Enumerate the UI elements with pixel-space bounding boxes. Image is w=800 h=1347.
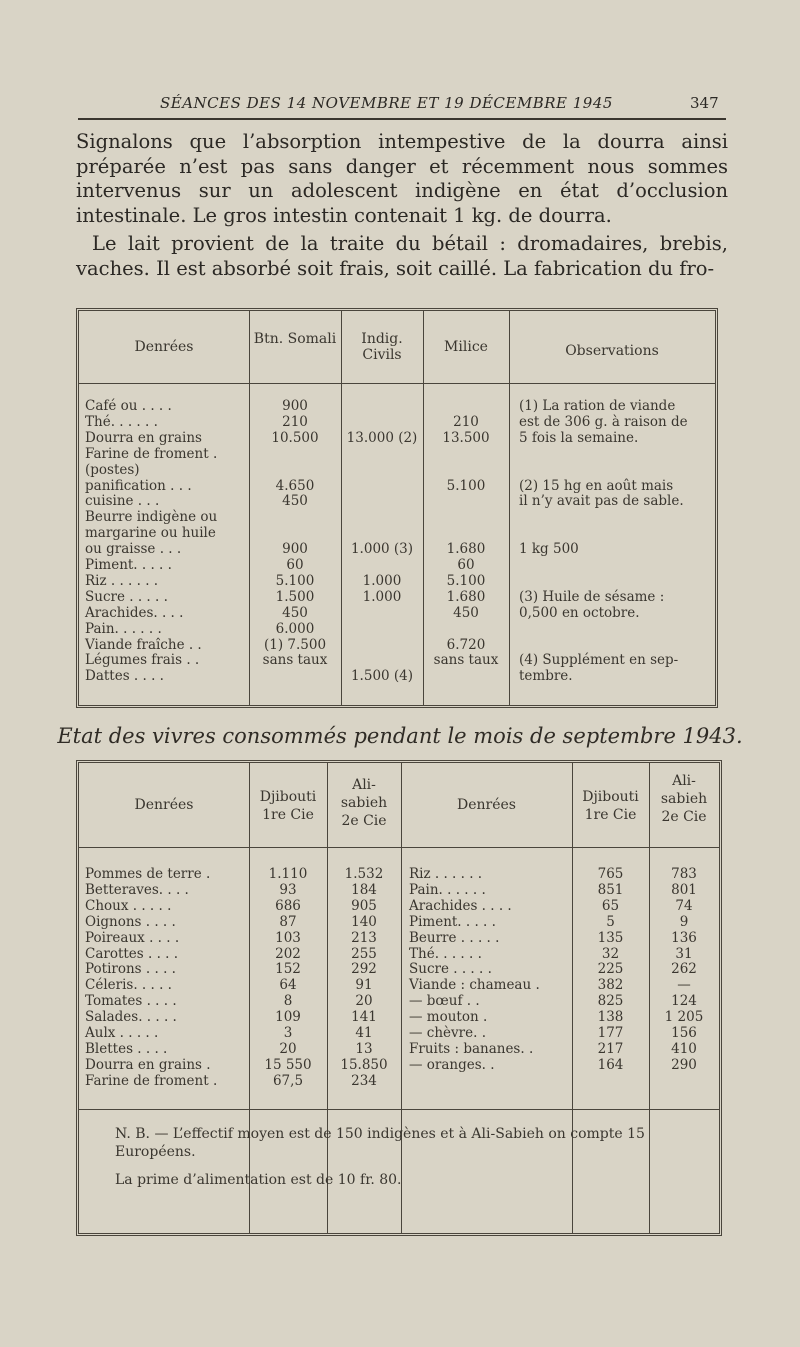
table-cell-djibouti-left: 103 [275,929,301,946]
table-cell-denree-right: Thé. . . . . . [409,945,482,962]
table-cell-ali-left: 1.532 [344,866,384,882]
table-cell-ali-right: 156 [671,1025,697,1041]
table-cell-ali-left: 255 [351,945,377,962]
table-cell-denree-left: Betteraves. . . . [85,881,189,898]
table-cell-observation: 1 kg 500 [519,541,579,558]
header-djibouti-cie-left: 1re Cie [262,807,314,823]
column-divider [509,311,510,705]
table-cell-observation: est de 306 g. à raison de [519,413,688,430]
header-denrees-left: Denrées [134,797,194,813]
column-divider [327,763,328,1233]
table-cell-ali-left: 15.850 [340,1056,388,1073]
table-cell-ali-right: 136 [671,929,697,946]
table-cell-civils: 1.000 [362,572,402,589]
table-cell-ali-right: 410 [671,1040,697,1057]
table-cell-djibouti-right: 851 [597,881,624,898]
table-cell-djibouti-right: 5 [606,913,615,930]
table-cell-ali-left: 184 [351,881,377,898]
header-denrees: Denrées [134,339,194,355]
table-cell-denree-left: Blettes . . . . [85,1040,168,1057]
header-observations: Observations [565,343,659,359]
header-ali-cie-left: 2e Cie [341,813,387,829]
table-cell-denree: Arachides. . . . [85,604,184,621]
table-cell-denree: Piment. . . . . [85,557,172,573]
table-cell-ali-right: 783 [671,866,697,882]
rations-table [76,308,718,708]
table-cell-denree-right: Riz . . . . . . [409,866,483,882]
table-cell-denree: Pain. . . . . . [85,620,162,637]
table-cell-djibouti-left: 8 [283,993,293,1010]
table-cell-denree: cuisine . . . [85,493,160,510]
table-cell-somali: 210 [282,413,308,430]
table-cell-djibouti-left: 109 [275,1009,301,1026]
table-cell-milice: 5.100 [446,572,486,589]
table-cell-denree-right: Arachides . . . . [409,897,512,914]
table-cell-denree-right: — chèvre. . [409,1025,486,1041]
table-cell-civils: 1.000 (3) [350,541,414,558]
table-cell-djibouti-right: 135 [597,929,624,946]
table-cell-denree-left: Carottes . . . . [85,945,179,962]
column-divider [249,311,250,705]
table-cell-somali: 6.000 [275,620,315,637]
table-cell-somali: 450 [282,493,308,510]
table-cell-civils: 13.000 (2) [346,429,418,446]
table-cell-civils: 1.000 [362,588,402,605]
table-cell-denree-left: Aulx . . . . . [85,1025,159,1041]
header-sabieh-right: sabieh [660,791,708,807]
header-denrees-right: Denrées [457,797,516,813]
table-cell-denree-right: Sucre . . . . . [409,961,492,978]
header-divider [79,847,719,848]
table-cell-denree: Riz . . . . . . [85,572,159,589]
table-cell-observation: il n’y avait pas de sable. [519,493,684,510]
table-cell-djibouti-right: 164 [597,1056,624,1073]
table-cell-milice: sans taux [433,652,499,669]
table-cell-somali: 60 [286,557,304,573]
table-cell-denree-left: Farine de froment . [85,1072,218,1089]
table-cell-djibouti-left: 686 [275,897,301,914]
table-cell-djibouti-right: 382 [597,977,624,994]
table-cell-ali-right: 124 [671,993,697,1010]
table-cell-somali: (1) 7.500 [263,636,327,653]
table-cell-milice: 13.500 [442,429,490,446]
paragraph-2: Le lait provient de la traite du bétail : dromadaires, brebis, vaches. Il est absorbé soit frais, soit caillé. La fabrication du fro- [76,232,728,280]
table-cell-observation: (1) La ration de viande [519,398,676,414]
table-cell-ali-left: 140 [351,913,377,930]
table-cell-denree: margarine ou huile [85,525,216,542]
page-number: 347 [690,94,719,112]
table-cell-denree-right: Pain. . . . . . [409,881,486,898]
table-cell-djibouti-right: 825 [597,993,624,1010]
table-cell-ali-left: 141 [351,1009,377,1026]
table-cell-somali: 900 [282,541,308,558]
table-cell-denree-right: — bœuf . . [409,993,480,1010]
table-cell-denree-left: Choux . . . . . [85,897,172,914]
table-cell-somali: 10.500 [271,429,319,446]
table-cell-denree-right: — mouton . [409,1009,488,1026]
column-divider [649,763,650,1233]
table-cell-djibouti-left: 1.110 [268,866,308,882]
table-cell-milice: 1.680 [446,588,486,605]
table-cell-ali-left: 234 [351,1072,377,1089]
table-cell-milice: 1.680 [446,541,486,558]
column-divider [401,763,402,1233]
table-cell-milice: 5.100 [446,477,486,494]
table-cell-somali: 1.500 [275,588,315,605]
running-title: SÉANCES DES 14 NOVEMBRE ET 19 DÉCEMBRE 1945 [160,94,613,112]
header-divider [79,383,715,384]
column-divider [423,311,424,705]
table-cell-denree-left: Pommes de terre . [85,866,211,882]
table-cell-ali-left: 13 [355,1040,373,1057]
table-cell-denree-left: Potirons . . . . [85,961,176,978]
table-cell-denree-left: Dourra en grains . [85,1056,211,1073]
table-cell-djibouti-left: 3 [283,1025,293,1041]
table-cell-milice: 60 [457,557,475,573]
footnote-prime: La prime d’alimentation est de 10 fr. 80. [115,1172,402,1188]
table-cell-denree-right: Beurre . . . . . [409,929,500,946]
header-milice: Milice [444,339,488,355]
column-divider [341,311,342,705]
table-cell-denree: ou graisse . . . [85,541,182,558]
table-cell-denree-right: — oranges. . [409,1056,495,1073]
table-cell-denree-right: Fruits : bananes. . [409,1040,534,1057]
table-cell-denree-right: Piment. . . . . [409,913,496,930]
table-cell-somali: 5.100 [275,572,315,589]
table-cell-denree: Sucre . . . . . [85,588,168,605]
table-cell-somali: 4.650 [275,477,315,494]
table-cell-ali-left: 292 [351,961,377,978]
table-cell-ali-right: 801 [671,881,697,898]
header-djibouti-cie-right: 1re Cie [584,807,637,823]
table-cell-denree: Dattes . . . . [85,668,164,685]
table-cell-milice: 6.720 [446,636,486,653]
header-ali-cie-right: 2e Cie [661,809,707,825]
table-cell-djibouti-right: 32 [601,945,620,962]
table-cell-djibouti-right: 65 [601,897,620,914]
food-consumption-table [76,760,722,1236]
table-cell-denree-left: Poireaux . . . . [85,929,180,946]
table-cell-observation: tembre. [519,668,573,685]
table-cell-observation: (4) Supplément en sep- [519,652,679,669]
table-cell-djibouti-left: 20 [279,1040,297,1057]
table-cell-denree: Dourra en grains [85,429,202,446]
table-cell-denree-right: Viande : chameau . [409,977,540,994]
table-cell-ali-right: 1 205 [664,1009,704,1026]
table-cell-ali-right: 31 [675,945,693,962]
header-djibouti-left: Djibouti [259,789,317,805]
table-cell-djibouti-left: 202 [275,945,301,962]
table-cell-denree: Légumes frais . . [85,652,200,669]
table-cell-somali: 900 [282,398,308,414]
table-cell-denree-left: Tomates . . . . [85,993,177,1010]
column-divider [249,763,250,1233]
table-cell-denree: Farine de froment . [85,445,218,462]
table-cell-denree-left: Oignons . . . . [85,913,176,930]
table-cell-observation: 5 fois la semaine. [519,429,639,446]
table-cell-djibouti-left: 152 [275,961,301,978]
table-cell-djibouti-left: 87 [279,913,297,930]
table-cell-observation: (2) 15 hg en août mais [519,477,674,494]
header-ali-right: Ali- [672,773,696,789]
table-cell-djibouti-left: 67,5 [272,1072,304,1089]
table-cell-somali: sans taux [262,652,328,669]
table-cell-djibouti-right: 138 [597,1009,624,1026]
table-cell-djibouti-left: 15 550 [264,1056,312,1073]
table-cell-ali-left: 905 [351,897,377,914]
table-cell-djibouti-left: 64 [279,977,297,994]
table-cell-observation: (3) Huile de sésame : [519,588,665,605]
table-cell-denree: Beurre indigène ou [85,509,218,526]
table-cell-ali-right: 290 [671,1056,697,1073]
table-cell-somali: 450 [282,604,308,621]
table-cell-denree: Café ou . . . . [85,398,172,414]
table-cell-djibouti-right: 177 [597,1025,624,1041]
header-ali-left: Ali- [352,777,376,793]
table-cell-denree: Viande fraîche . . [85,636,202,653]
table-cell-observation: 0,500 en octobre. [519,604,640,621]
table-cell-ali-right: 9 [679,913,689,930]
table-cell-ali-right: 262 [671,961,697,978]
header-djibouti-right: Djibouti [582,789,639,805]
table-cell-ali-left: 20 [355,993,373,1010]
table-cell-ali-left: 213 [351,929,377,946]
table-cell-djibouti-right: 225 [597,961,624,978]
header-btn-somali: Btn. Somali [253,331,337,347]
table-cell-djibouti-right: 765 [597,866,624,882]
table-cell-denree-left: Salades. . . . . [85,1009,177,1026]
table-cell-denree-left: Céleris. . . . . [85,977,172,994]
table-cell-denree: panification . . . [85,477,192,494]
table-cell-milice: 210 [453,413,479,430]
header-rule [78,118,726,120]
page-header [0,94,800,120]
table-cell-ali-left: 91 [355,977,373,994]
paragraph-1: Signalons que l’absorption intempestive de la dourra ainsi préparée n’est pas sans danger et récemment nous sommes intervenus sur un adolescent indigène en état d’occlusion intestinale. Le gros intestin contenait 1 kg. de dourra. [76,130,728,227]
table-caption: Etat des vivres consommés pendant le mois de septembre 1943. [57,724,743,748]
table-cell-djibouti-left: 93 [279,881,297,898]
column-divider [572,763,573,1233]
header-indig-civils: Indig. Civils [361,331,403,363]
body-divider [79,1109,719,1110]
table-cell-civils: 1.500 (4) [350,668,414,685]
table-cell-ali-right: 74 [675,897,693,914]
table-cell-ali-right: — [677,977,691,994]
table-cell-denree: (postes) [85,461,140,478]
table-cell-denree: Thé. . . . . . [85,413,158,430]
table-cell-milice: 450 [453,604,479,621]
header-sabieh-left: sabieh [340,795,388,811]
footnote-nb: N. B. — L’effectif moyen est de 150 indigènes et à Ali-Sabieh on compte 15 Européens. [115,1126,645,1160]
table-cell-ali-left: 41 [355,1025,373,1041]
table-cell-djibouti-right: 217 [597,1040,624,1057]
